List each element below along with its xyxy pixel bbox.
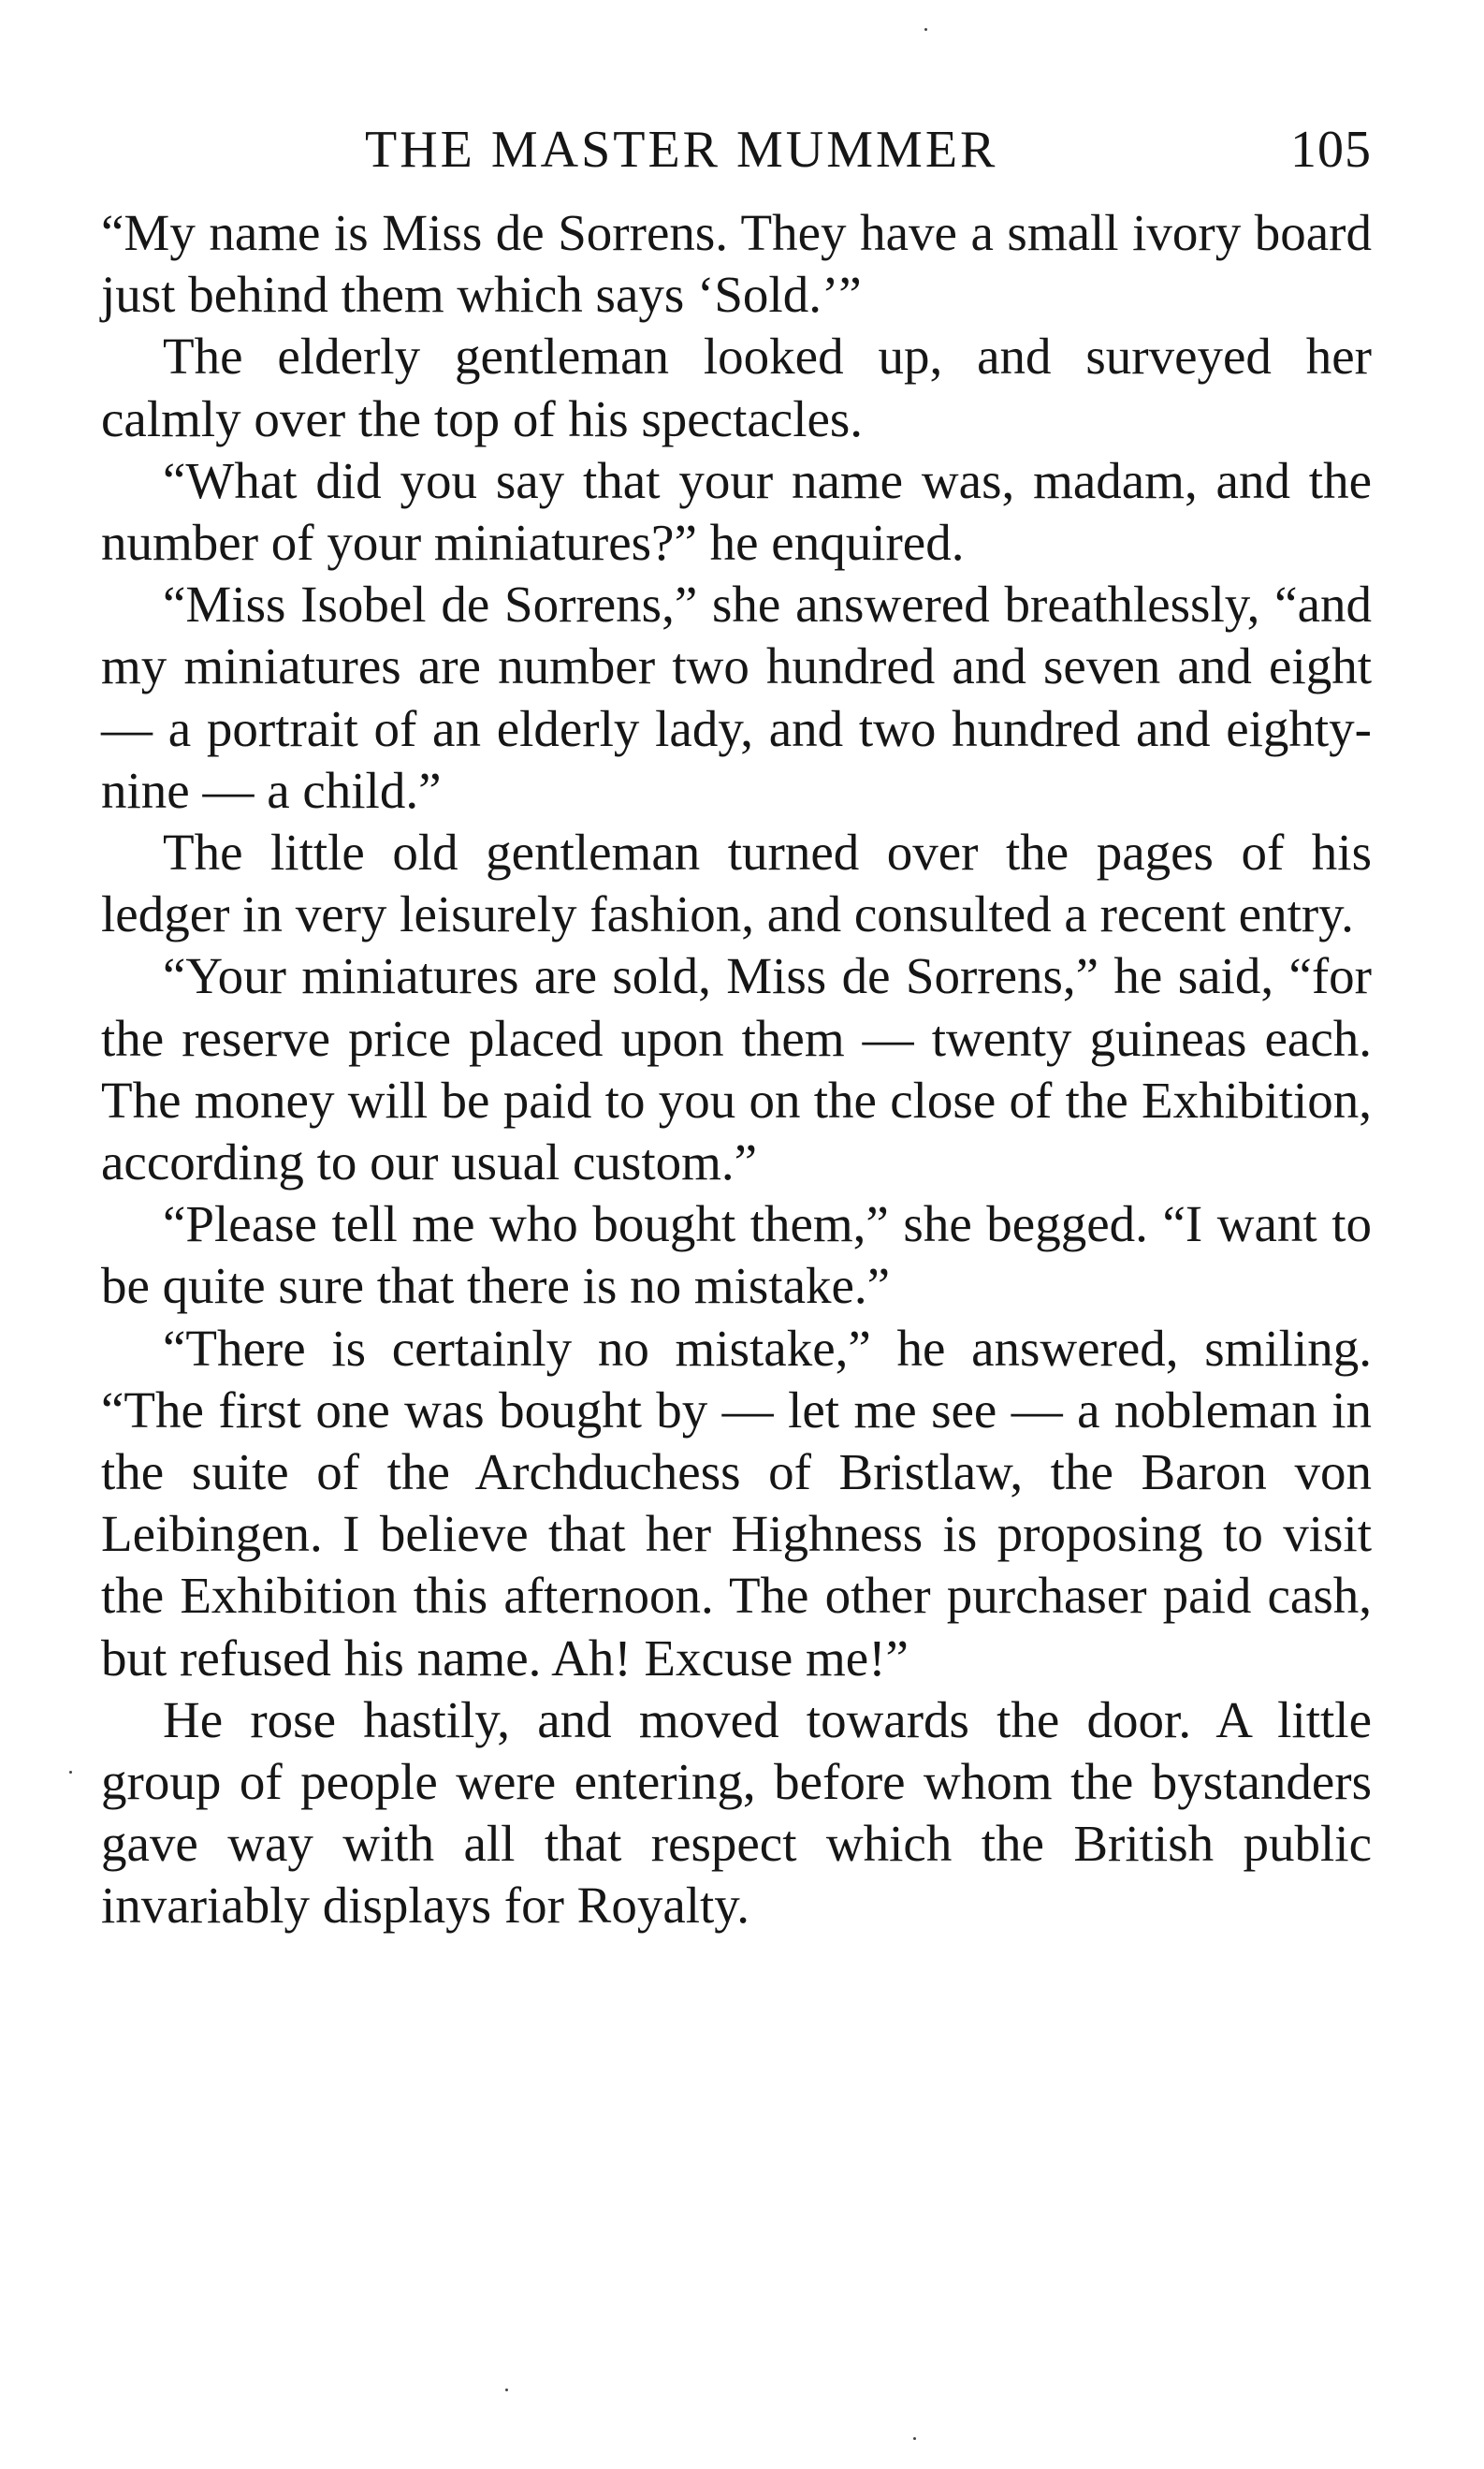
scan-speck [505,2389,508,2391]
body-text [101,202,1372,1937]
page-number: 105 [1290,121,1372,179]
paragraph: The elderly gentleman looked up, and surveyed her calmly over the top of his spectacles. [101,328,1372,447]
paragraph: “Your miniatures are sold, Miss de Sorrens,” he said, “for the reserve price placed upon them — twenty guineas each. The money will be paid to you on the close of the Exhibition, according to our usual custom.” [101,947,1372,1191]
scan-speck [913,2437,916,2440]
paragraph: “Miss Isobel de Sorrens,” she answered breathlessly, “and my miniatures are number two hundred and seven and eight — a portrait of an elderly lady, and two hundred and eighty-nine — a child.” [101,576,1372,819]
scan-speck [924,28,927,31]
book-page [101,120,1372,1937]
paragraph: “There is certainly no mistake,” he answered, smiling. “The first one was bought by — let me see — a nobleman in the suite of the Archduchess of Bristlaw, the Baron von Leibingen. I believe that her Highness is proposing to visit the Exhibition this afternoon. The other purchaser paid cash, but refused his name. Ah! Excuse me!” [101,1319,1372,1687]
scan-speck [69,1771,72,1774]
paragraph: “My name is Miss de Sorrens. They have a small ivory board just behind them which says ‘Sold.’” [101,204,1372,324]
paragraph: He rose hastily, and moved towards the door. A little group of people were entering, before whom the bystanders gave way with all that respect which the British public invariably displays for Royalty. [101,1690,1372,1935]
paragraph: “What did you say that your name was, madam, and the number of your miniatures?” he enquired. [101,451,1372,572]
paragraph: “Please tell me who bought them,” she begged. “I want to be quite sure that there is no mistake.” [101,1195,1372,1315]
running-header [101,120,1372,195]
running-title: THE MASTER MUMMER [365,121,998,179]
paragraph: The little old gentleman turned over the pages of his ledger in very leisurely fashion, and consulted a recent entry. [101,824,1372,943]
